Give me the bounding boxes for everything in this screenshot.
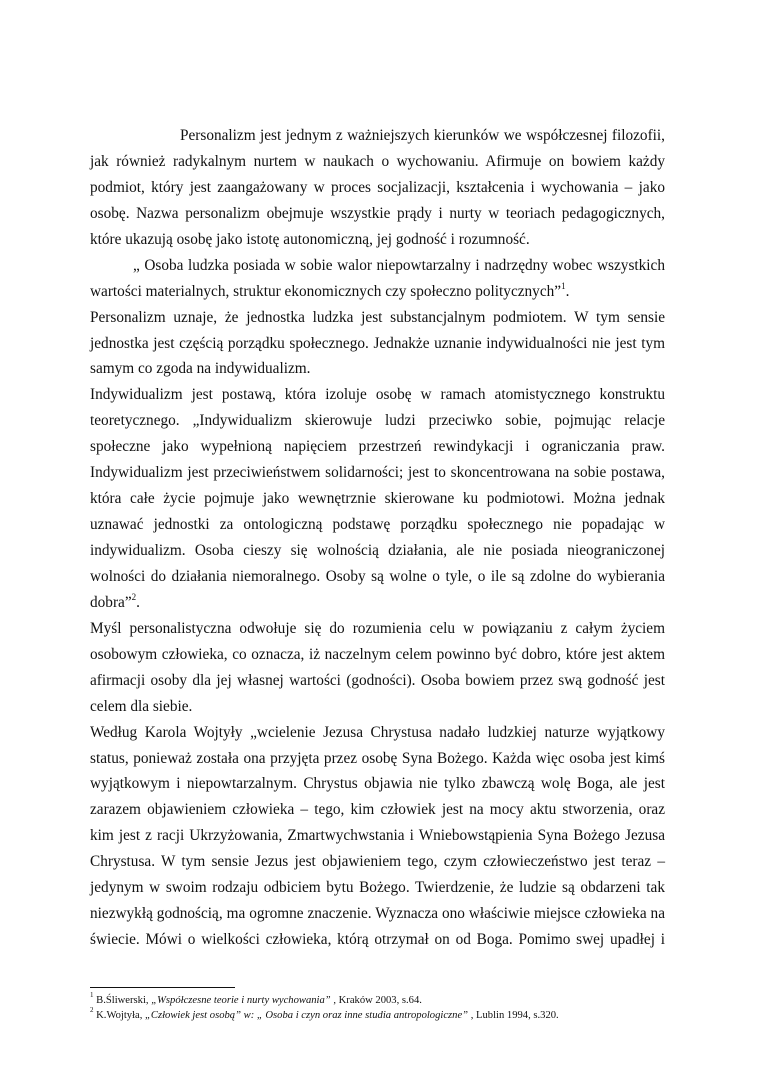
footnote-ref-1: 1 (561, 280, 566, 291)
footnote-1 (90, 993, 670, 1008)
text-segment: . (136, 593, 140, 611)
text-line: celem dla siebie. (90, 697, 193, 715)
text-line: Myśl personalistyczna odwołuje się do rozumienia celu w powiązaniu z całym życiem (90, 619, 665, 637)
text-line: jedynym w swoim rodzaju odbiciem bytu Bożego. Twierdzenie, że ludzie są obdarzeni tak (90, 879, 665, 897)
paragraph-quote (90, 253, 665, 305)
text-line: Personalizm jest jednym z ważniejszych kierunków we współczesnej filozofii, (180, 127, 665, 144)
text-line: zarazem objawieniem człowieka – tego, kim człowiek jest na mocy aktu stworzenia, oraz (90, 801, 665, 819)
footnote-author: B.Śliwerski, (96, 995, 152, 1006)
text-line: samym co zgoda na indywidualizm. (90, 360, 311, 378)
footnote-2 (90, 1008, 670, 1023)
body-text (90, 123, 665, 953)
footnote-details: , Kraków 2003, s.64. (330, 995, 422, 1006)
text-line-with-footnote (90, 590, 665, 616)
footnote-separator (90, 987, 235, 988)
paragraph-individualism (90, 382, 665, 615)
paragraph-personalist-thought (90, 616, 665, 720)
footnote-ref-2: 2 (131, 591, 137, 602)
paragraph-wojtyla (90, 720, 665, 953)
text-line: Indywidualizm jest postawą, która izoluje osobę w ramach atomistycznego konstruktu (90, 386, 665, 404)
text-line: Indywidualizm jest przeciwieństwem solidarności; jest to skoncentrowana na sobie postawa, (90, 464, 665, 482)
footnote-number: 1 (90, 991, 94, 1000)
text-line: społeczne jako wypełnioną napięciem przestrzeń rewindykacji i ograniczania praw. (90, 438, 665, 456)
footnote-author: K.Wojtyła, (96, 1010, 146, 1021)
text-segment: dobra” (90, 593, 132, 611)
footnote-details: , Lublin 1994, s.320. (468, 1010, 559, 1021)
text-line: wolności do działania niemoralnego. Osoby są wolne o tyle, o ile są zdolne do wybierania (90, 567, 665, 585)
footnote-title: „Współczesne teorie i nurty wychowania” (151, 995, 331, 1006)
text-line: osobowym człowieka, co oznacza, iż naczelnym celem powinno być dobro, które jest aktem (90, 645, 665, 663)
text-line: które ukazują osobę jako istotę autonomiczną, jej godność i rozumność. (90, 230, 530, 248)
footnote-number: 2 (90, 1006, 94, 1015)
text-line: teoretycznego. „Indywidualizm skierowuje ludzi przeciwko sobie, pojmując relacje (90, 412, 665, 430)
text-line: Według Karola Wojtyły „wcielenie Jezusa Chrystusa nadało ludzkiej naturze wyjątkowy (90, 723, 665, 741)
text-segment: wartości materialnych, struktur ekonomicznych czy społeczno politycznych” (90, 282, 562, 300)
text-line: indywidualizm. Osoba cieszy się wolnością działania, ale nie posiada nieograniczonej (90, 542, 665, 559)
text-line: Personalizm uznaje, że jednostka ludzka jest substancjalnym podmiotem. W tym sensie (90, 308, 665, 326)
text-line: niezwykłą godnością, ma ogromne znaczenie. Wyznacza ono właściwie miejsce człowieka na (90, 905, 665, 923)
paragraph-intro (90, 123, 665, 253)
text-segment: . (565, 282, 570, 300)
text-line: afirmacji osoby dla jej własnej wartości (godności). Osoba bowiem przez swą godność jest (90, 671, 665, 689)
text-line: wyjątkowym i niepowtarzalnym. Chrystus objawia nie tylko zbawczą wolę Boga, ale jest (90, 775, 665, 793)
paragraph-personalism (90, 305, 665, 383)
text-line: jednostka jest częścią porządku społecznego. Jednakże uznanie indywidualności nie jest tym (90, 334, 665, 352)
text-line: która całe życie pojmuje jako wewnętrznie skierowane ku podmiotowi. Można jednak (90, 490, 665, 508)
text-line: świecie. Mówi o wielkości człowieka, którą otrzymał on od Boga. Pomimo swej upadłej i (90, 931, 665, 949)
text-line: „ Osoba ludzka posiada w sobie walor niepowtarzalny i nadrzędny wobec wszystkich (133, 256, 665, 274)
text-line: jak również radykalnym nurtem w naukach o wychowaniu. Afirmuje on bowiem każdy (90, 152, 665, 170)
text-line-with-footnote (90, 279, 665, 305)
footnotes (90, 993, 670, 1023)
text-line: kim jest z racji Ukrzyżowania, Zmartwychwstania i Wniebowstąpienia Syna Bożego Jezusa (90, 827, 665, 845)
text-line: uznawać jednostki za ontologiczną podstawę porządku społecznego nie popadając w (90, 516, 665, 534)
text-line: Chrystusa. W tym sensie Jezus jest objawieniem tego, czym człowieczeństwo jest teraz – (90, 853, 665, 871)
text-line: status, ponieważ została ona przyjęta przez osobę Syna Bożego. Każda więc osoba jest kimś (90, 749, 665, 767)
text-line: podmiot, który jest zaangażowany w proces socjalizacji, kształcenia i wychowania – jako (90, 178, 665, 196)
footnote-title: „Człowiek jest osobą” w: „ Osoba i czyn oraz inne studia antropologiczne” (145, 1010, 469, 1021)
text-line: osobę. Nazwa personalizm obejmuje wszystkie prądy i nurty w teoriach pedagogicznych, (90, 204, 665, 222)
